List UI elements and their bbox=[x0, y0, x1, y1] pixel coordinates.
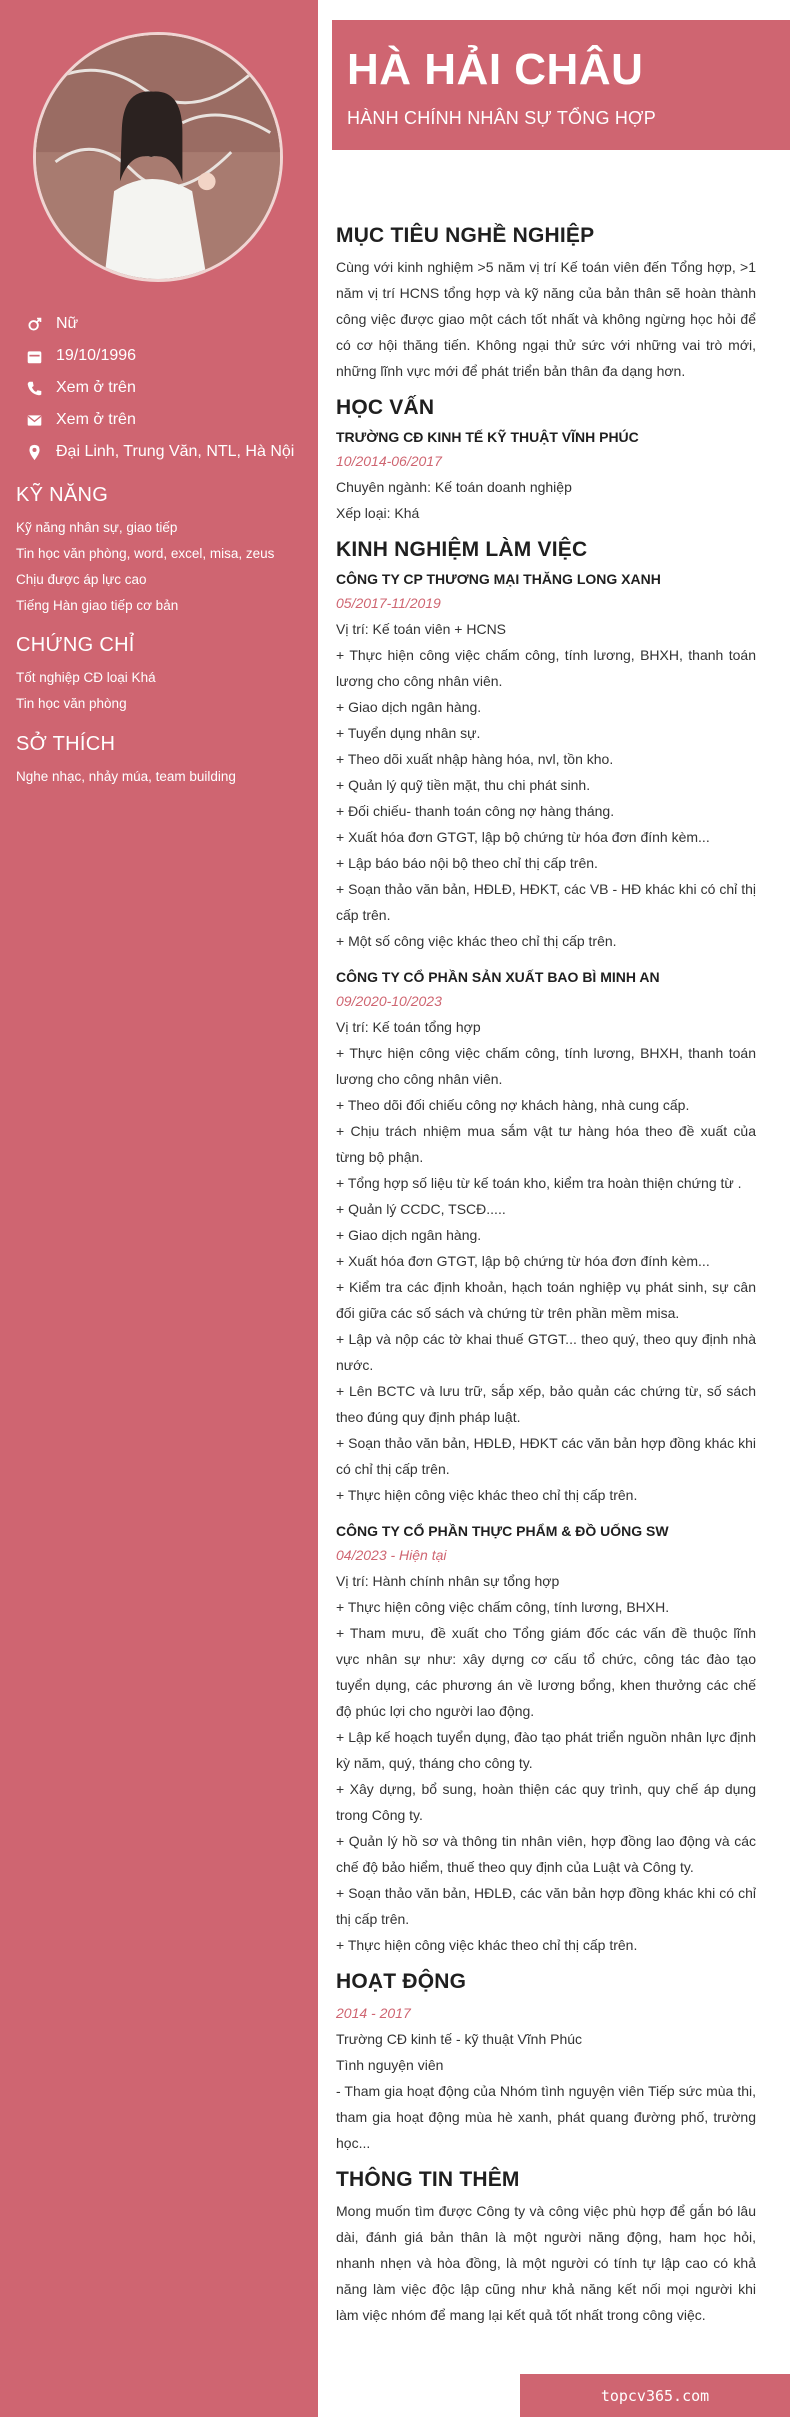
contact-email-text: Xem ở trên bbox=[56, 411, 136, 428]
hobby-item: Nghe nhạc, nhảy múa, team building bbox=[16, 769, 236, 784]
contact-birthday-text: 19/10/1996 bbox=[56, 347, 137, 364]
education-section bbox=[336, 396, 756, 526]
job-entry bbox=[336, 568, 756, 954]
job-date: 09/2020-10/2023 bbox=[336, 993, 442, 1009]
job-line: + Kiểm tra các định khoản, hạch toán nghiệp vụ phát sinh, sự cân đối giữa các số sách và chứng từ trên phần mềm misa. bbox=[336, 1279, 756, 1321]
contact-birthday bbox=[24, 340, 314, 372]
contact-phone-text: Xem ở trên bbox=[56, 379, 136, 396]
skill-item: Kỹ năng nhân sự, giao tiếp bbox=[16, 520, 178, 535]
extra-info-text: Mong muốn tìm được Công ty và công việc phù hợp để gắn bó lâu dài, đánh giá bản thân là một người năng động, ham học hỏi, nhanh nhẹn và hòa đồng, là một người có tính tự lập cao có khả năng làm việc độc lập cũng như khả năng kết nối mọi người khi làm việc nhóm để mang lại kết quả tốt nhất trong công việc. bbox=[336, 2203, 756, 2323]
job-line: + Soạn thảo văn bản, HĐLĐ, các văn bản hợp đồng khác khi có chỉ thị cấp trên. bbox=[336, 1885, 756, 1927]
objective-title: MỤC TIÊU NGHỀ NGHIỆP bbox=[336, 224, 595, 247]
education-date: 10/2014-06/2017 bbox=[336, 453, 442, 469]
certificate-item: Tin học văn phòng bbox=[16, 696, 127, 711]
sidebar bbox=[0, 0, 318, 2417]
job-line: + Giao dịch ngân hàng. bbox=[336, 699, 482, 715]
main-content bbox=[336, 224, 756, 2328]
extra-info-title: THÔNG TIN THÊM bbox=[336, 2168, 520, 2191]
job-line: + Theo dõi xuất nhập hàng hóa, nvl, tồn kho. bbox=[336, 751, 614, 767]
job-line: + Quản lý CCDC, TSCĐ..... bbox=[336, 1201, 506, 1217]
activity-line: Trường CĐ kinh tế - kỹ thuật Vĩnh Phúc bbox=[336, 2031, 583, 2047]
extra-info-section bbox=[336, 2168, 756, 2328]
job-line: + Giao dịch ngân hàng. bbox=[336, 1227, 482, 1243]
job-line: + Xuất hóa đơn GTGT, lập bộ chứng từ hóa đơn đính kèm... bbox=[336, 1253, 710, 1269]
job-line: + Xuất hóa đơn GTGT, lập bộ chứng từ hóa đơn đính kèm... bbox=[336, 829, 710, 845]
job-entry bbox=[336, 966, 756, 1508]
job-line: + Lên BCTC và lưu trữ, sắp xếp, bảo quản các chứng từ, số sách theo đúng quy định pháp luật. bbox=[336, 1383, 756, 1425]
job-line: + Tuyển dụng nhân sự. bbox=[336, 725, 481, 741]
gender-icon bbox=[24, 314, 44, 334]
certificates-section bbox=[16, 634, 306, 717]
avatar-photo bbox=[36, 35, 280, 279]
objective-text: Cùng với kinh nghiệm >5 năm vị trí Kế toán viên đến Tổng hợp, >1 năm vị trí HCNS tổng hợp và kỹ năng của bản thân sẽ hoàn thành công việc được giao một cách tốt nhất và không ngừng học hỏi để có cơ hội thăng tiến. Không ngại thử sức với những vai trò mới, những lĩnh vực mới để phát triển bản thân đa dạng hơn. bbox=[336, 259, 756, 379]
objective-section bbox=[336, 224, 756, 384]
certificates-title: CHỨNG CHỈ bbox=[16, 634, 135, 656]
job-line: + Tổng hợp số liệu từ kế toán kho, kiểm tra hoàn thiện chứng từ . bbox=[336, 1175, 742, 1191]
contact-gender-text: Nữ bbox=[56, 315, 79, 332]
job-date: 05/2017-11/2019 bbox=[336, 595, 441, 611]
candidate-role: HÀNH CHÍNH NHÂN SỰ TỔNG HỢP bbox=[347, 108, 656, 128]
candidate-name: HÀ HẢI CHÂU bbox=[347, 45, 644, 94]
activities-title: HOẠT ĐỘNG bbox=[336, 1970, 467, 1993]
calendar-icon bbox=[24, 346, 44, 366]
email-icon bbox=[24, 410, 44, 430]
job-line: + Lập kế hoạch tuyển dụng, đào tạo phát triển nguồn nhân lực định kỳ năm, quý, tháng cho công ty. bbox=[336, 1729, 756, 1771]
job-line: + Chịu trách nhiệm mua sắm vật tư hàng hóa theo đề xuất của từng bộ phận. bbox=[336, 1123, 756, 1165]
job-line: Vị trí: Hành chính nhân sự tổng hợp bbox=[336, 1573, 560, 1589]
job-line: + Theo dõi đối chiếu công nợ khách hàng, nhà cung cấp. bbox=[336, 1097, 690, 1113]
job-line: + Lập báo báo nội bộ theo chỉ thị cấp trên. bbox=[336, 855, 598, 871]
phone-icon bbox=[24, 378, 44, 398]
job-line: + Quản lý hồ sơ và thông tin nhân viên, hợp đồng lao động và các chế độ bảo hiểm, thuế theo quy định của Luật và Công ty. bbox=[336, 1833, 756, 1875]
watermark-text: topcv365.com bbox=[600, 2386, 710, 2405]
name-header bbox=[332, 20, 790, 150]
job-entry bbox=[336, 1520, 756, 1958]
company-name: CÔNG TY CỔ PHẦN THỰC PHẨM & ĐỒ UỐNG SW bbox=[336, 1523, 669, 1539]
job-line: + Quản lý quỹ tiền mặt, thu chi phát sinh. bbox=[336, 777, 591, 793]
avatar bbox=[33, 32, 283, 282]
skill-item: Chịu được áp lực cao bbox=[16, 572, 147, 587]
job-line: + Soạn thảo văn bản, HĐLĐ, HĐKT, các VB - HĐ khác khi có chỉ thị cấp trên. bbox=[336, 881, 756, 923]
contact-address bbox=[24, 436, 314, 468]
job-line: + Soạn thảo văn bản, HĐLĐ, HĐKT các văn bản hợp đồng khác khi có chỉ thị cấp trên. bbox=[336, 1435, 756, 1477]
location-pin-icon bbox=[24, 442, 44, 462]
company-name: CÔNG TY CỔ PHẦN SẢN XUẤT BAO BÌ MINH AN bbox=[336, 969, 660, 985]
job-line: + Thực hiện công việc chấm công, tính lương, BHXH. bbox=[336, 1599, 670, 1615]
hobbies-section bbox=[16, 733, 306, 790]
activity-line: - Tham gia hoạt động của Nhóm tình nguyện viên Tiếp sức mùa thi, tham gia hoạt động mùa hè xanh, phát quang đường phố, trường học... bbox=[336, 2083, 756, 2151]
company-name: CÔNG TY CP THƯƠNG MẠI THĂNG LONG XANH bbox=[336, 571, 661, 587]
skill-item: Tin học văn phòng, word, excel, misa, zeus bbox=[16, 546, 275, 561]
contact-list bbox=[24, 308, 314, 468]
contact-phone bbox=[24, 372, 314, 404]
activities-date: 2014 - 2017 bbox=[336, 2005, 411, 2021]
certificate-item: Tốt nghiệp CĐ loại Khá bbox=[16, 670, 156, 685]
job-line: + Một số công việc khác theo chỉ thị cấp trên. bbox=[336, 933, 617, 949]
job-date: 04/2023 - Hiện tại bbox=[336, 1547, 447, 1563]
skills-title: KỸ NĂNG bbox=[16, 484, 109, 506]
education-title: HỌC VẤN bbox=[336, 396, 435, 419]
school-name: TRƯỜNG CĐ KINH TẾ KỸ THUẬT VĨNH PHÚC bbox=[336, 429, 639, 445]
job-line: + Đối chiếu- thanh toán công nợ hàng tháng. bbox=[336, 803, 615, 819]
experience-title: KINH NGHIỆM LÀM VIỆC bbox=[336, 538, 588, 561]
contact-gender bbox=[24, 308, 314, 340]
job-line: + Thực hiện công việc chấm công, tính lương, BHXH, thanh toán lương cho công nhân viên. bbox=[336, 1045, 756, 1087]
skills-section bbox=[16, 484, 306, 619]
job-line: + Thực hiện công việc khác theo chỉ thị cấp trên. bbox=[336, 1937, 638, 1953]
contact-address-text: Đại Linh, Trung Văn, NTL, Hà Nội bbox=[56, 443, 295, 460]
job-line: Vị trí: Kế toán tổng hợp bbox=[336, 1019, 481, 1035]
job-line: + Thực hiện công việc chấm công, tính lương, BHXH, thanh toán lương cho công nhân viên. bbox=[336, 647, 756, 689]
activity-line: Tình nguyện viên bbox=[336, 2057, 444, 2073]
job-line: + Thực hiện công việc khác theo chỉ thị cấp trên. bbox=[336, 1487, 638, 1503]
job-line: Vị trí: Kế toán viên + HCNS bbox=[336, 621, 507, 637]
activities-section bbox=[336, 1970, 756, 2156]
contact-email bbox=[24, 404, 314, 436]
skill-item: Tiếng Hàn giao tiếp cơ bản bbox=[16, 598, 179, 613]
watermark-footer bbox=[520, 2374, 790, 2417]
education-line: Xếp loại: Khá bbox=[336, 505, 420, 521]
job-line: + Xây dựng, bổ sung, hoàn thiện các quy trình, quy chế áp dụng trong Công ty. bbox=[336, 1781, 756, 1823]
experience-section bbox=[336, 538, 756, 1958]
job-line: + Tham mưu, đề xuất cho Tổng giám đốc các vấn đề thuộc lĩnh vực nhân sự như: xây dựng cơ cấu tổ chức, công tác đào tạo tuyển dụng, các phương án về lương bổng, khen thưởng các chế độ phúc lợi cho người lao động. bbox=[336, 1625, 756, 1719]
job-line: + Lập và nộp các tờ khai thuế GTGT... theo quý, theo quy định nhà nước. bbox=[336, 1331, 756, 1373]
education-line: Chuyên ngành: Kế toán doanh nghiệp bbox=[336, 479, 572, 495]
hobbies-title: SỞ THÍCH bbox=[16, 733, 116, 755]
